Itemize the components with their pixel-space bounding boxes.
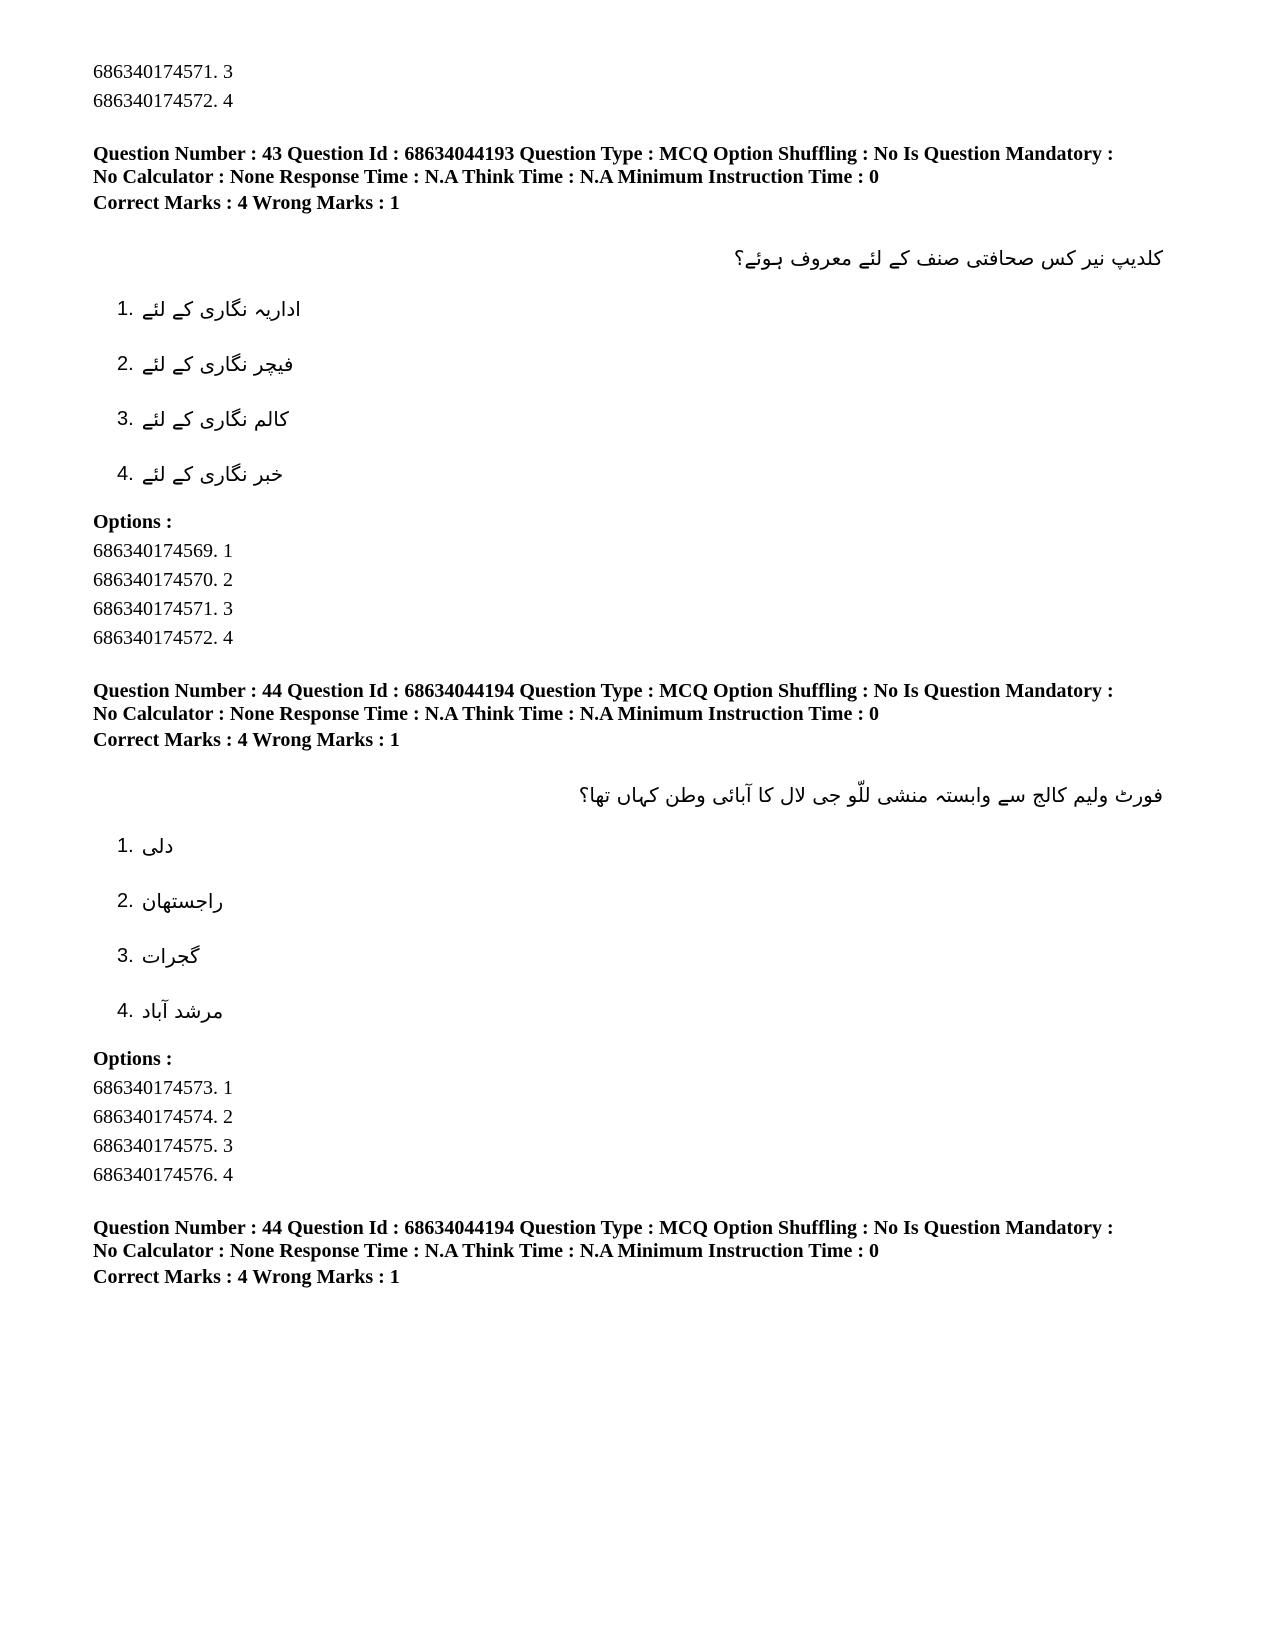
question-header-line2: No Calculator : None Response Time : N.A Think Time : N.A Minimum Instruction Time : 0 (93, 1240, 879, 1262)
option-number: 2 (223, 1106, 233, 1128)
option-number: 1 (223, 1077, 233, 1099)
choice-number: 2. (117, 353, 134, 375)
answer-choice (117, 929, 1193, 984)
option-id: 686340174572 (93, 90, 213, 112)
option-line: 686340174569. 1 (93, 540, 233, 562)
option-line: 686340174575. 3 (93, 1135, 233, 1157)
choice-number: 3. (117, 945, 134, 967)
choice-text: کالم نگاری کے لئے (141, 407, 289, 431)
option-id: 686340174571 (93, 598, 213, 620)
question-block-43 (93, 143, 1193, 653)
option-number: 3 (223, 1135, 233, 1157)
choice-text: مرشد آباد (141, 999, 224, 1023)
options-label: Options : (93, 511, 173, 533)
choice-text: گجرات (141, 944, 200, 968)
question-marks: Correct Marks : 4 Wrong Marks : 1 (93, 1266, 400, 1288)
answer-choice (117, 282, 1193, 337)
question-header-line1: Question Number : 43 Question Id : 68634044193 Question Type : MCQ Option Shuffling : No Is Question Mandatory : (93, 143, 1114, 165)
top-options-list (93, 58, 1193, 116)
answer-choices (117, 819, 1193, 1039)
answer-choice (117, 392, 1193, 447)
option-id: 686340174572 (93, 627, 213, 649)
choice-number: 1. (117, 298, 134, 320)
exam-page (93, 58, 1193, 1292)
option-number: 3 (223, 598, 233, 620)
question-header (93, 680, 1193, 755)
option-line: 686340174572. 4 (93, 90, 233, 112)
choice-number: 1. (117, 835, 134, 857)
option-number: 4 (223, 627, 233, 649)
option-number: 2 (223, 569, 233, 591)
options-list (93, 537, 1193, 653)
option-line: 686340174576. 4 (93, 1164, 233, 1186)
choice-number: 4. (117, 463, 134, 485)
answer-choice (117, 447, 1193, 502)
answer-choice (117, 337, 1193, 392)
option-id: 686340174571 (93, 61, 213, 83)
option-line: 686340174570. 2 (93, 569, 233, 591)
option-id: 686340174576 (93, 1164, 213, 1186)
choice-text: راجستھان (141, 889, 224, 913)
question-text: فورٹ ولیم کالج سے وابستہ منشی للّو جی لال کا آبائی وطن کہاں تھا؟ (578, 783, 1163, 807)
question-marks: Correct Marks : 4 Wrong Marks : 1 (93, 729, 400, 751)
answer-choice (117, 984, 1193, 1039)
question-header-line2: No Calculator : None Response Time : N.A Think Time : N.A Minimum Instruction Time : 0 (93, 703, 879, 725)
option-number: 3 (223, 61, 233, 83)
question-header (93, 143, 1193, 218)
question-block-44 (93, 680, 1193, 1190)
choice-text: اداریہ نگاری کے لئے (141, 297, 301, 321)
option-id: 686340174573 (93, 1077, 213, 1099)
option-line: 686340174571. 3 (93, 61, 233, 83)
option-line: 686340174571. 3 (93, 598, 233, 620)
question-header-line1: Question Number : 44 Question Id : 68634044194 Question Type : MCQ Option Shuffling : No Is Question Mandatory : (93, 680, 1114, 702)
option-line: 686340174572. 4 (93, 627, 233, 649)
choice-number: 3. (117, 408, 134, 430)
option-id: 686340174574 (93, 1106, 213, 1128)
options-label: Options : (93, 1048, 173, 1070)
choice-text: دلی (141, 834, 174, 858)
question-text: کلدیپ نیر کس صحافتی صنف کے لئے معروف ہوئے؟ (733, 246, 1163, 270)
choice-number: 2. (117, 890, 134, 912)
choice-text: فیچر نگاری کے لئے (141, 352, 294, 376)
option-number: 4 (223, 1164, 233, 1186)
choice-number: 4. (117, 1000, 134, 1022)
options-list (93, 1074, 1193, 1190)
option-line: 686340174573. 1 (93, 1077, 233, 1099)
answer-choice (117, 819, 1193, 874)
question-header-line1: Question Number : 44 Question Id : 68634044194 Question Type : MCQ Option Shuffling : No Is Question Mandatory : (93, 1217, 1114, 1239)
question-header-line2: No Calculator : None Response Time : N.A Think Time : N.A Minimum Instruction Time : 0 (93, 166, 879, 188)
answer-choices (117, 282, 1193, 502)
answer-choice (117, 874, 1193, 929)
option-number: 4 (223, 90, 233, 112)
option-id: 686340174570 (93, 569, 213, 591)
question-header-next (93, 1217, 1193, 1292)
option-id: 686340174575 (93, 1135, 213, 1157)
option-number: 1 (223, 540, 233, 562)
choice-text: خبر نگاری کے لئے (141, 462, 284, 486)
question-marks: Correct Marks : 4 Wrong Marks : 1 (93, 192, 400, 214)
option-line: 686340174574. 2 (93, 1106, 233, 1128)
option-id: 686340174569 (93, 540, 213, 562)
